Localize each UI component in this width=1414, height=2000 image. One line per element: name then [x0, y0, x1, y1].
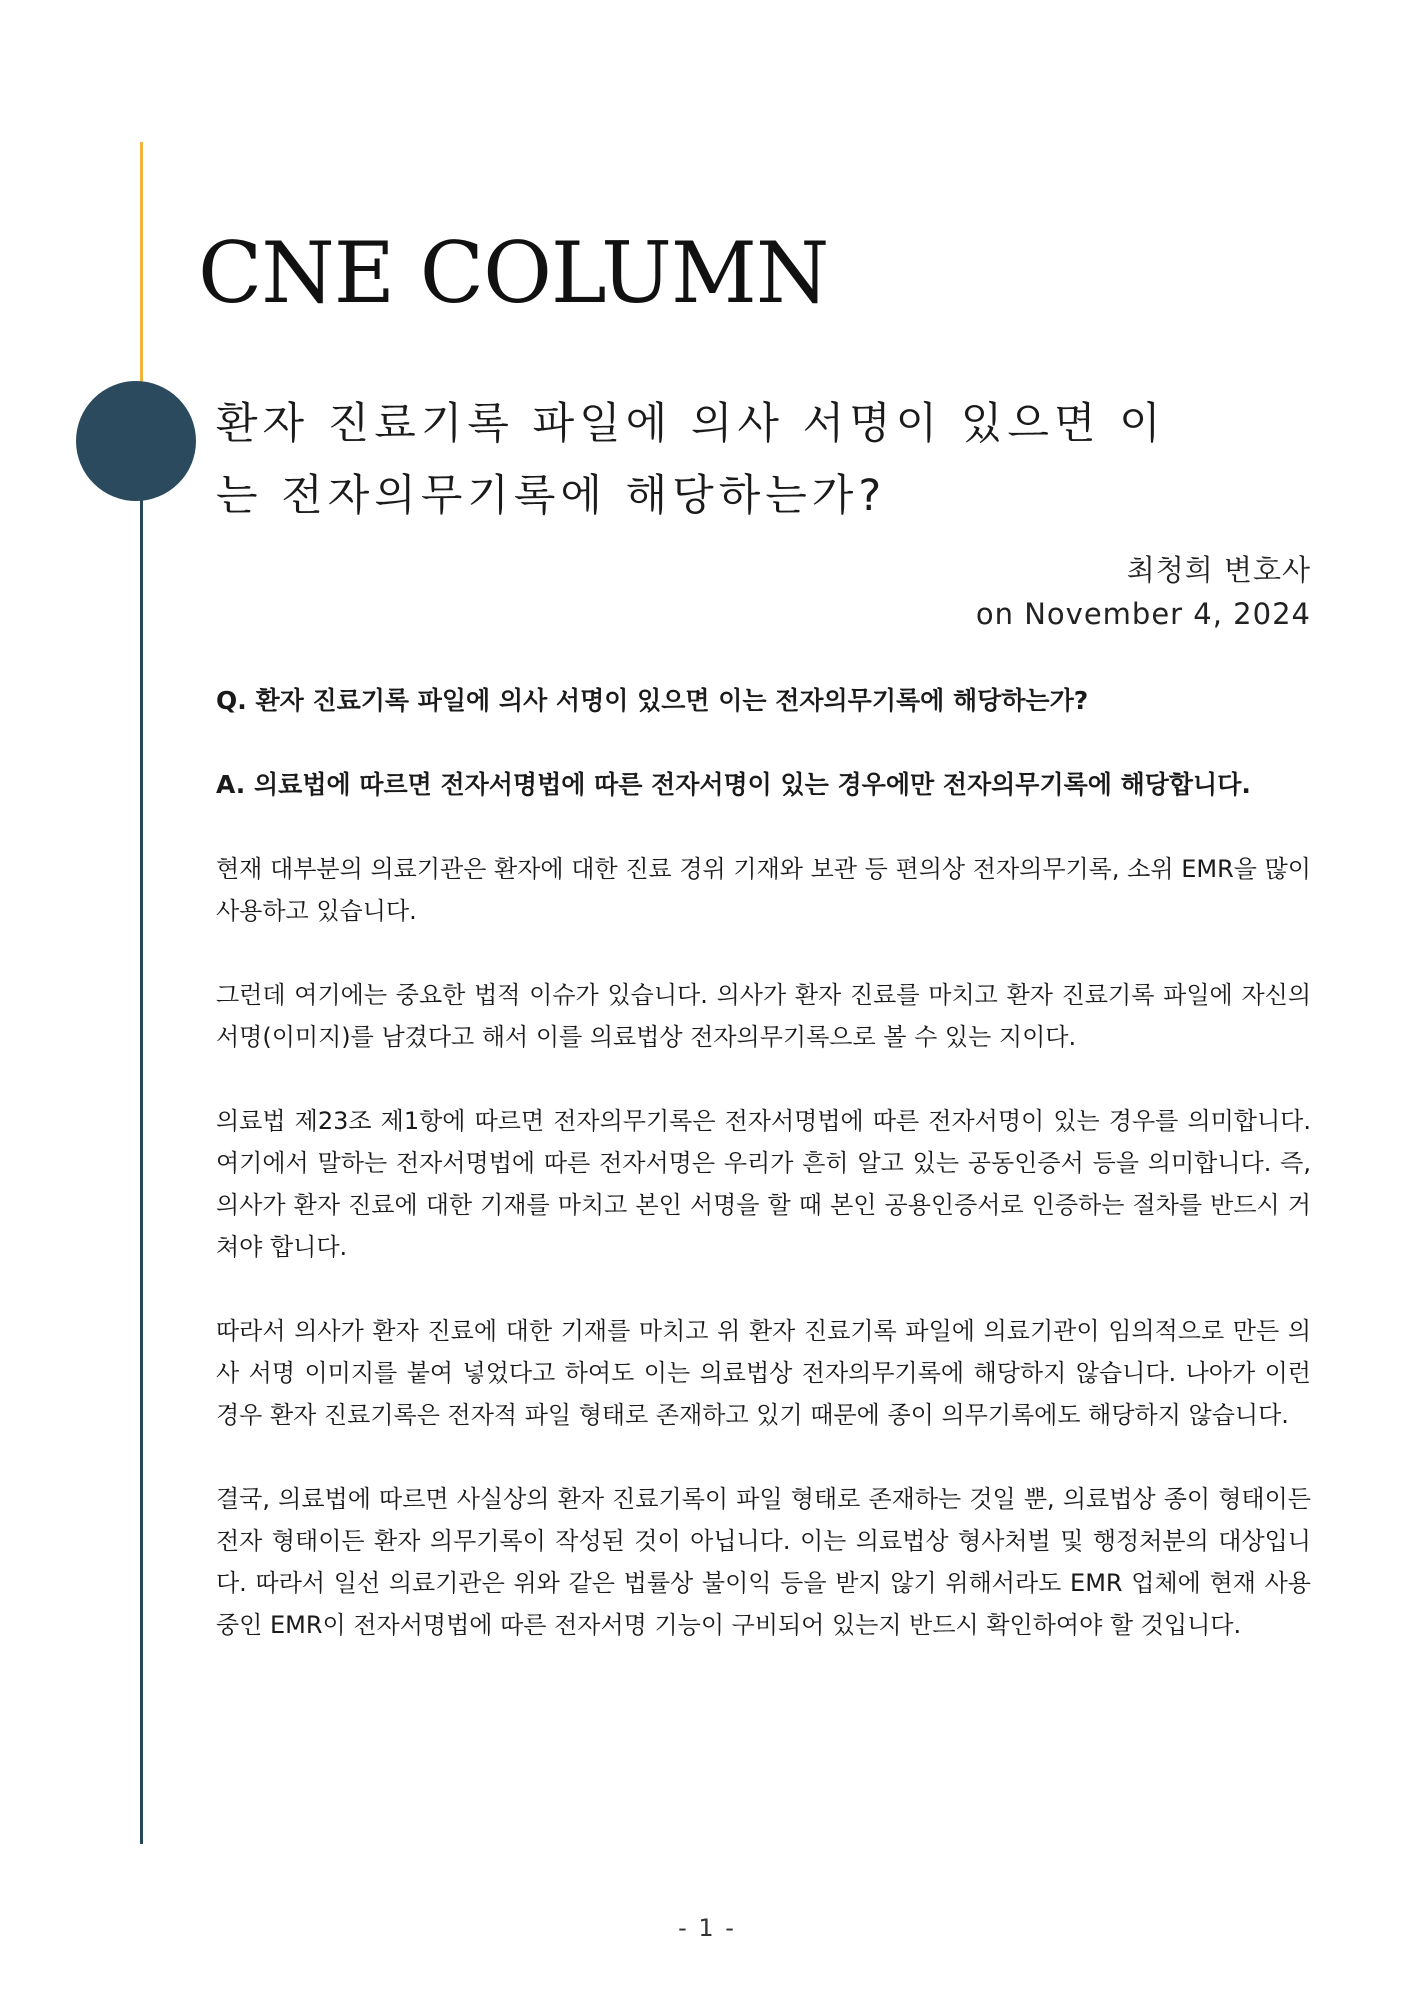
- byline: [976, 548, 1311, 636]
- body-paragraph-5: 결국, 의료법에 따르면 사실상의 환자 진료기록이 파일 형태로 존재하는 것일 뿐, 의료법상 종이 형태이든 전자 형태이든 환자 의무기록이 작성된 것이 아닙니다. 이는 의료법상 형사처벌 및 행정처분의 대상입니다. 따라서 일선 의료기관은 위와 같은 법률상 불이익 등을 받지 않기 위해서라도 EMR 업체에 현재 사용 중인 EMR이 전자서명법에 따른 전자서명 기능이 구비되어 있는지 반드시 확인하여야 할 것입니다.: [216, 1485, 1311, 1639]
- column-title: CNE COLUMN: [198, 224, 829, 322]
- body-paragraph-3: 의료법 제23조 제1항에 따르면 전자의무기록은 전자서명법에 따른 전자서명이 있는 경우를 의미합니다. 여기에서 말하는 전자서명법에 따른 전자서명은 우리가 흔히 알고 있는 공동인증서 등을 의미합니다. 즉, 의사가 환자 진료에 대한 기재를 마치고 본인 서명을 할 때 본인 공용인증서로 인증하는 절차를 반드시 거쳐야 합니다.: [216, 1107, 1311, 1261]
- body-paragraph-2: 그런데 여기에는 중요한 법적 이슈가 있습니다. 의사가 환자 진료를 마치고 환자 진료기록 파일에 자신의 서명(이미지)를 남겼다고 해서 이를 의료법상 전자의무기록으로 볼 수 있는 지이다.: [216, 981, 1311, 1051]
- answer: A. 의료법에 따르면 전자서명법에 따른 전자서명이 있는 경우에만 전자의무기록에 해당합니다.: [216, 770, 1251, 799]
- page-number: - 1 -: [678, 1914, 736, 1942]
- article-headline: [216, 388, 1256, 532]
- article-body: [216, 680, 1311, 1688]
- publish-date: on November 4, 2024: [975, 597, 1311, 631]
- headline-line-2: 는 전자의무기록에 해당하는가?: [216, 471, 887, 521]
- body-paragraph-1: 현재 대부분의 의료기관은 환자에 대한 진료 경위 기재와 보관 등 편의상 전자의무기록, 소위 EMR을 많이 사용하고 있습니다.: [216, 855, 1311, 925]
- timeline-rail-navy: [140, 442, 143, 1844]
- headline-line-1: 환자 진료기록 파일에 의사 서명이 있으면 이: [216, 399, 1166, 449]
- author-name: 최청희 변호사: [1126, 553, 1311, 587]
- timeline-dot: [76, 381, 196, 501]
- body-paragraph-4: 따라서 의사가 환자 진료에 대한 기재를 마치고 위 환자 진료기록 파일에 의료기관이 임의적으로 만든 의사 서명 이미지를 붙여 넣었다고 하여도 이는 의료법상 전자의무기록에 해당하지 않습니다. 나아가 이런 경우 환자 진료기록은 전자적 파일 형태로 존재하고 있기 때문에 종이 의무기록에도 해당하지 않습니다.: [216, 1317, 1311, 1429]
- question: Q. 환자 진료기록 파일에 의사 서명이 있으면 이는 전자의무기록에 해당하는가?: [216, 686, 1089, 715]
